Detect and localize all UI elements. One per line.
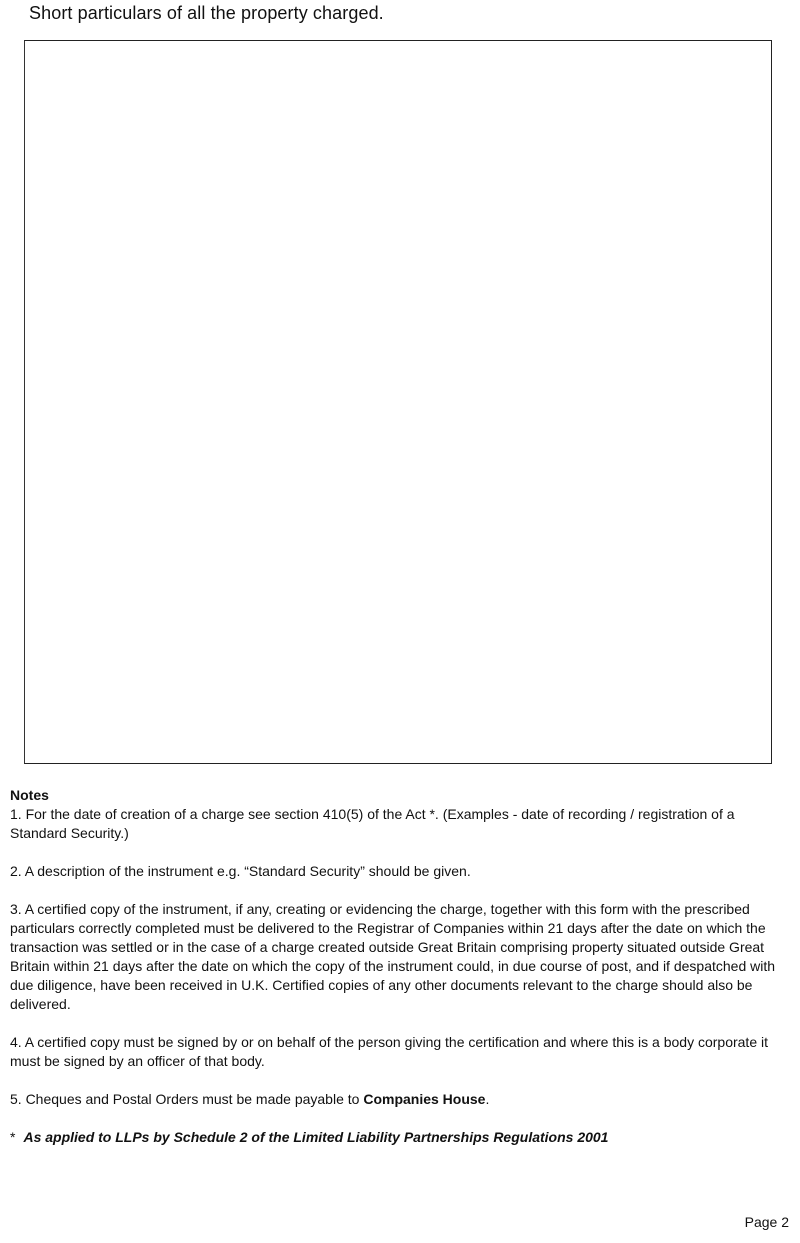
llp-footnote bbox=[10, 1128, 780, 1147]
note-5-payee: Companies House bbox=[363, 1091, 486, 1107]
notes-title: Notes bbox=[10, 787, 49, 803]
footnote-asterisk: * bbox=[10, 1129, 16, 1145]
note-5-text: 5. Cheques and Postal Orders must be made payable to bbox=[10, 1091, 364, 1107]
notes-section bbox=[10, 786, 780, 1147]
property-particulars-box bbox=[24, 40, 772, 764]
note-4: 4. A certified copy must be signed by or on behalf of the person giving the certification and where this is a body corporate it must be signed by an officer of that body. bbox=[10, 1034, 768, 1069]
note-2: 2. A description of the instrument e.g. “Standard Security” should be given. bbox=[10, 863, 471, 879]
note-3: 3. A certified copy of the instrument, if any, creating or evidencing the charge, together with this form with the prescribed particulars correctly completed must be delivered to the Registrar of Companies within 21 days after the date on which the transaction was settled or in the case of a charge created outside Great Britain comprising property situated outside Great Britain within 21 days after the date on which the copy of the instrument could, in due course of post, and if despatched with due diligence, have been received in U.K. Certified copies of any other documents relevant to the charge should also be delivered. bbox=[10, 901, 776, 1012]
section-heading: Short particulars of all the property charged. bbox=[29, 3, 384, 23]
llp-footnote-text: As applied to LLPs by Schedule 2 of the Limited Liability Partnerships Regulations 2001 bbox=[23, 1129, 609, 1145]
note-1: 1. For the date of creation of a charge see section 410(5) of the Act *. (Examples - date of recording / registration of a Standard Security.) bbox=[10, 806, 735, 841]
note-5 bbox=[10, 1090, 780, 1109]
note-5-period: . bbox=[485, 1091, 490, 1107]
page-number: Page 2 bbox=[744, 1214, 789, 1230]
